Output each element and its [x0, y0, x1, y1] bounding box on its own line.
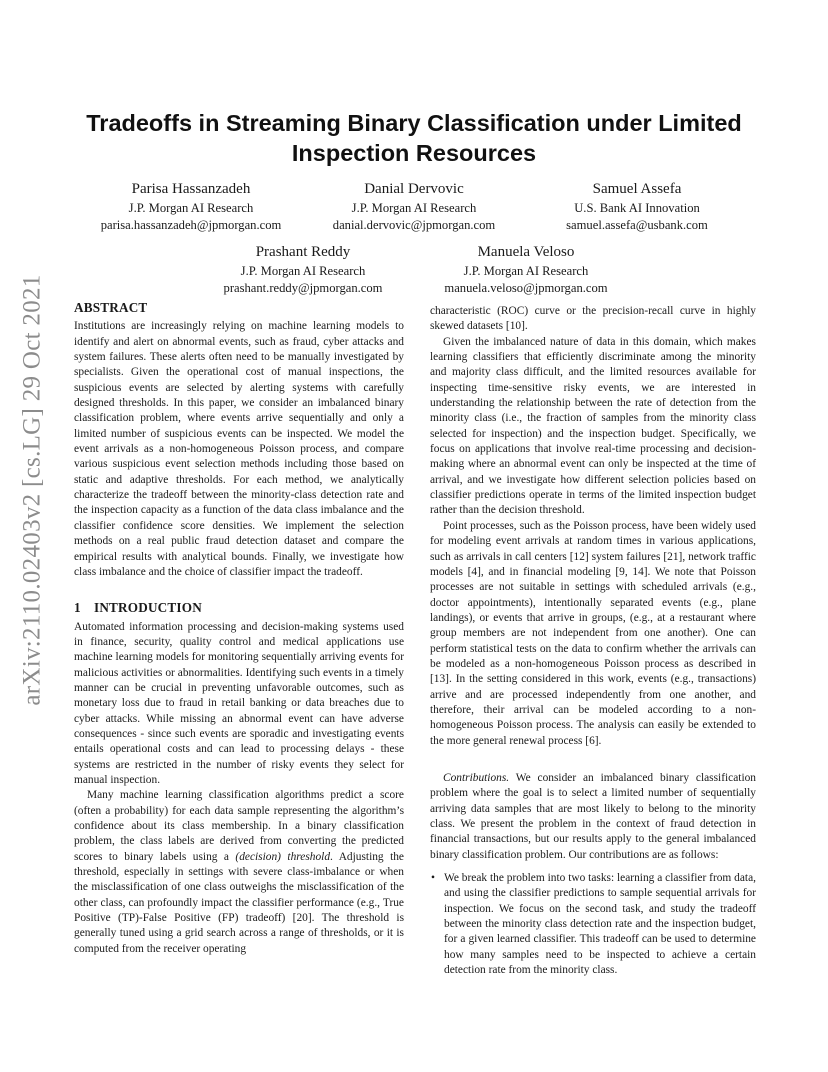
contributions-paragraph [430, 771, 756, 863]
author-name: Parisa Hassanzadeh [131, 181, 251, 197]
arxiv-identifier-stamp[interactable] [18, 274, 48, 706]
section-number: 1 [74, 600, 81, 616]
author-name: Samuel Assefa [592, 181, 682, 197]
section-gap [74, 580, 404, 600]
contributions-label: Contributions. [443, 771, 510, 784]
author-name: Danial Dervovic [364, 181, 464, 197]
author-affiliation: J.P. Morgan AI Research [128, 201, 254, 215]
contributions-text: We consider an imbalanced binary classification problem where the goal is to select a limited number of sequentially arriving data samples that are most likely to belong to the minority class. We present the problem in the context of fraud detection in financial transactions, but our results apply to the general imbalanced binary classification problem. Our contributions are as follows: [430, 771, 756, 861]
author-email[interactable]: danial.dervovic@jpmorgan.com [332, 218, 496, 232]
intro-paragraph-3: Given the imbalanced nature of data in this domain, which makes learning classifiers that efficiently discriminate among the minority and majority class difficult, and the limited resources available for inspecting time-sensitive risky events, we are interested in understanding the relationship between the rate of detection from the minority class (i.e., the fraction of samples from the minority class selected for inspection) and the inspection budget. Specifically, we focus on applications that involve real-time processing and decision-making where an abnormal event can only be inspected at the time of arrival, and we investigate how different selection policies based on classifier predictions operate in terms of the limited inspection budget rather than the decision threshold. [430, 335, 756, 517]
author-name: Prashant Reddy [255, 244, 351, 260]
left-column [74, 300, 404, 957]
abstract-text: Institutions are increasingly relying on machine learning models to identify and alert on abnormal events, such as fraud, cyber attacks and system failures. These alerts often need to be manually investigated by specialists. Given the operational cost of manual inspections, the suspicious events are selected by alerting systems with carefully designed thresholds. In this paper, we consider an imbalanced binary classification problem, where events arrive sequentially and only a limited number of suspicious events can be inspected. We model the event arrivals as a non-homogeneous Poisson process, and compare various suspicious event selection methods including those based on static and adaptive thresholds. For each method, we analytically characterize the tradeoff between the minority-class detection rate and the inspection capacity as a function of the data class imbalance and the classifier confidence score densities. We implement the selection methods on a real public fraud detection dataset and compare the empirical results with analytical bounds. Finally, we investigate how class imbalance and the choice of classifier impact the tradeoff. [74, 320, 404, 578]
author-email[interactable]: manuela.veloso@jpmorgan.com [444, 281, 608, 295]
right-column [430, 304, 756, 978]
intro-paragraph-2-part-b: . Adjusting the threshold, especially in settings with severe class-imbalance or when the misclassification of one class outweighs the misclassification of the other class, can profoundly impact the classifier performance (e.g., True Positive (TP)-False Positive (FP) tradeoff) [20]. The threshold is generally tuned using a grid search across a range of thresholds, or it is computed from the receiver operating [74, 850, 404, 955]
author-affiliation: U.S. Bank AI Innovation [574, 201, 700, 215]
contributions-list [430, 871, 756, 978]
paper-title [60, 108, 768, 168]
section-title: INTRODUCTION [94, 600, 202, 616]
intro-paragraph-1: Automated information processing and decision-making systems used in finance, security, quality control and medical applications use machine learning models for monitoring sequentially arriving events for malicious activities or abnormalities. Identifying such events in a timely manner can be crucial in preventing unfavorable outcomes, such as monetary loss due to fraud in retail banking or data breaches due to cyber attacks. While missing an abnormal event can have adverse consequences - since such events are sporadic and investigating events entails operational costs and can lead to processing delays - these systems are restricted in the number of risky events they select for manual inspection. [74, 620, 404, 786]
author-block [401, 241, 651, 297]
author-affiliation: J.P. Morgan AI Research [463, 264, 589, 278]
contribution-item: • We break the problem into two tasks: learning a classifier from data, and using the classifier predictions to sample sequential arrivals for inspection. We focus on the second task, and study the tradeoff between the minority class detection rate and the inspection budget, for a given learned classifier. This tradeoff can be used to determine how many samples need to be inspected to achieve a certain detection rate from the minority class. [444, 871, 756, 978]
author-email[interactable]: parisa.hassanzadeh@jpmorgan.com [100, 218, 282, 232]
paragraph-gap [430, 749, 756, 771]
author-email[interactable]: prashant.reddy@jpmorgan.com [223, 281, 383, 295]
introduction-heading [74, 600, 404, 615]
intro-paragraph-4: Point processes, such as the Poisson process, have been widely used for modeling event arrivals at random times in various applications, such as arrivals in call centers [12] system failures [21], network traffic models [4], and in financial modeling [9, 14]. We note that Poisson processes are not suitable in settings with scheduled arrivals (e.g., doctor appointments), intentionally separated events (e.g., plane landings), or events that arrive in groups, (e.g., at a restaurant where group members are not independent from one another). One can perform statistical tests on the data to confirm whether the arrivals can be modeled as a non-homogeneous Poisson process as described in [13]. In the setting considered in this work, events (e.g., transactions) arrive and are processed independently from one another, and therefore, their arrival can be modeled according to a non-homogeneous Poisson process. The analysis can easily be extended to the more general renewal process [6]. [430, 519, 756, 747]
title-line-2: Inspection Resources [291, 140, 537, 166]
arxiv-identifier-text: arXiv:2110.02403v2 [cs.LG] 29 Oct 2021 [19, 274, 46, 706]
decision-threshold-term: (decision) threshold [235, 850, 331, 863]
intro-paragraph-2 [74, 788, 404, 957]
intro-paragraph-2-continued: characteristic (ROC) curve or the precision-recall curve in highly skewed datasets [10]. [430, 305, 756, 333]
abstract-heading: ABSTRACT [74, 300, 148, 315]
author-block [66, 178, 316, 234]
title-line-1: Tradeoffs in Streaming Binary Classification under Limited [86, 110, 742, 136]
author-name: Manuela Veloso [477, 244, 575, 260]
author-email[interactable]: samuel.assefa@usbank.com [566, 218, 708, 232]
intro-paragraph-2-part-a: Many machine learning classification algorithms predict a score (often a probability) for each data sample representing the algorithm’s confidence about its class membership. In a binary classification problem, the class labels are derived from converting the predicted scores to binary labels using a [74, 789, 404, 863]
author-affiliation: J.P. Morgan AI Research [351, 201, 477, 215]
author-block [512, 178, 762, 234]
author-affiliation: J.P. Morgan AI Research [240, 264, 366, 278]
author-block [178, 241, 428, 297]
author-block [289, 178, 539, 234]
